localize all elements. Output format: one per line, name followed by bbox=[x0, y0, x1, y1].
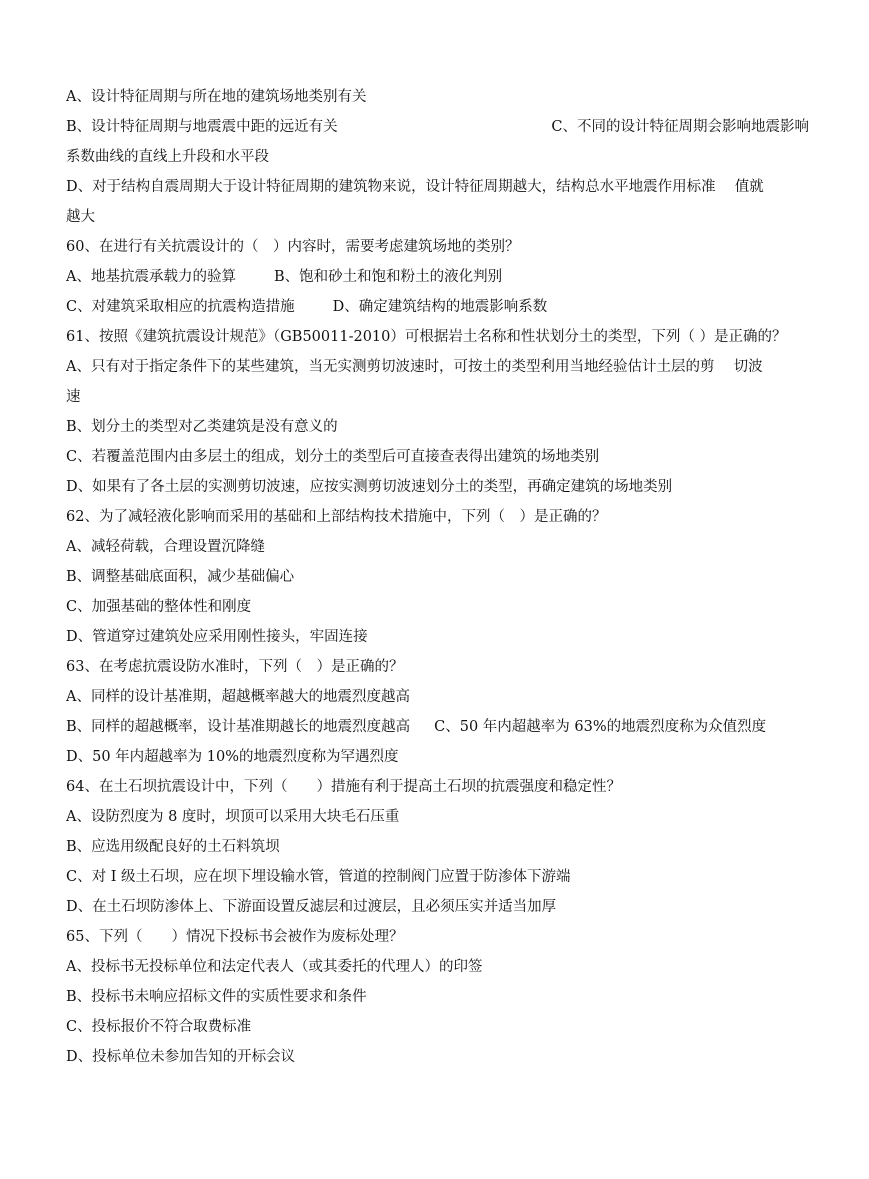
option-d-64: D、在土石坝防渗体上、下游面设置反滤层和过渡层，且必须压实并适当加厚 bbox=[66, 899, 557, 915]
question-61: 61、按照《建筑抗震设计规范》（GB50011-2010）可根据岩土名称和性状划分土的类型，下列（ ）是正确的？ bbox=[66, 329, 787, 345]
option-a-61-continued: 速 bbox=[66, 389, 81, 405]
option-b-62: B、调整基础底面积，减少基础偏心 bbox=[66, 569, 295, 585]
question-60: 60、在进行有关抗震设计的（ ）内容时，需要考虑建筑场地的类别？ bbox=[66, 239, 520, 255]
question-65: 65、下列（ ）情况下投标书会被作为废标处理？ bbox=[66, 929, 404, 945]
option-a-60: A、地基抗震承载力的验算 bbox=[66, 269, 236, 285]
option-a-59: A、设计特征周期与所在地的建筑场地类别有关 bbox=[66, 89, 367, 105]
option-c-61: C、若覆盖范围内由多层土的组成，划分土的类型后可直接查表得出建筑的场地类别 bbox=[66, 449, 600, 465]
option-c-63: C、50 年内超越率为 63%的地震烈度称为众值烈度 bbox=[434, 719, 767, 735]
question-64: 64、在土石坝抗震设计中，下列（ ）措施有利于提高土石坝的抗震强度和稳定性？ bbox=[66, 779, 621, 795]
option-a-61: A、只有对于指定条件下的某些建筑，当无实测剪切波速时，可按土的类型利用当地经验估计土层的剪 切波 bbox=[66, 359, 763, 375]
option-row-60-ab bbox=[66, 262, 809, 292]
question-62: 62、为了减轻液化影响而采用的基础和上部结构技术措施中，下列（ ）是正确的？ bbox=[66, 509, 607, 525]
option-row-63-bc bbox=[66, 712, 809, 742]
option-d-63: D、50 年内超越率为 10%的地震烈度称为罕遇烈度 bbox=[66, 749, 399, 765]
option-c-59: C、不同的设计特征周期会影响地震影响 bbox=[551, 119, 809, 135]
option-c-62: C、加强基础的整体性和刚度 bbox=[66, 599, 252, 615]
option-d-61: D、如果有了各土层的实测剪切波速，应按实测剪切波速划分土的类型，再确定建筑的场地类别 bbox=[66, 479, 673, 495]
option-c-64: C、对 Ⅰ 级土石坝，应在坝下埋设输水管，管道的控制阀门应置于防渗体下游端 bbox=[66, 869, 571, 885]
option-d-59: D、对于结构自震周期大于设计特征周期的建筑物来说，设计特征周期越大，结构总水平地震作用标准 值就 bbox=[66, 179, 764, 195]
option-c-60: C、对建筑采取相应的抗震构造措施 bbox=[66, 299, 295, 315]
option-b-65: B、投标书未响应招标文件的实质性要求和条件 bbox=[66, 989, 367, 1005]
option-d-62: D、管道穿过建筑处应采用刚性接头，牢固连接 bbox=[66, 629, 368, 645]
option-a-63: A、同样的设计基准期，超越概率越大的地震烈度越高 bbox=[66, 689, 410, 705]
option-b-61: B、划分土的类型对乙类建筑是没有意义的 bbox=[66, 419, 338, 435]
option-b-63: B、同样的超越概率，设计基准期越长的地震烈度越高 bbox=[66, 719, 411, 735]
option-b-59: B、设计特征周期与地震震中距的远近有关 bbox=[66, 119, 338, 135]
option-c-65: C、投标报价不符合取费标准 bbox=[66, 1019, 252, 1035]
option-c-59-continued: 系数曲线的直线上升段和水平段 bbox=[66, 149, 269, 165]
question-63: 63、在考虑抗震设防水准时，下列（ ）是正确的？ bbox=[66, 659, 404, 675]
option-d-60: D、确定建筑结构的地震影响系数 bbox=[332, 299, 548, 315]
option-b-64: B、应选用级配良好的土石料筑坝 bbox=[66, 839, 280, 855]
option-a-64: A、设防烈度为 8 度时，坝顶可以采用大块毛石压重 bbox=[66, 809, 400, 825]
option-b-60: B、饱和砂土和饱和粉土的液化判别 bbox=[273, 269, 503, 285]
option-d-65: D、投标单位未参加告知的开标会议 bbox=[66, 1049, 296, 1065]
option-row-60-cd bbox=[66, 292, 809, 322]
option-a-62: A、减轻荷载，合理设置沉降缝 bbox=[66, 539, 265, 555]
option-a-65: A、投标书无投标单位和法定代表人（或其委托的代理人）的印签 bbox=[66, 959, 483, 975]
option-row-59-bc bbox=[66, 112, 809, 142]
option-d-59-continued: 越大 bbox=[66, 209, 95, 225]
